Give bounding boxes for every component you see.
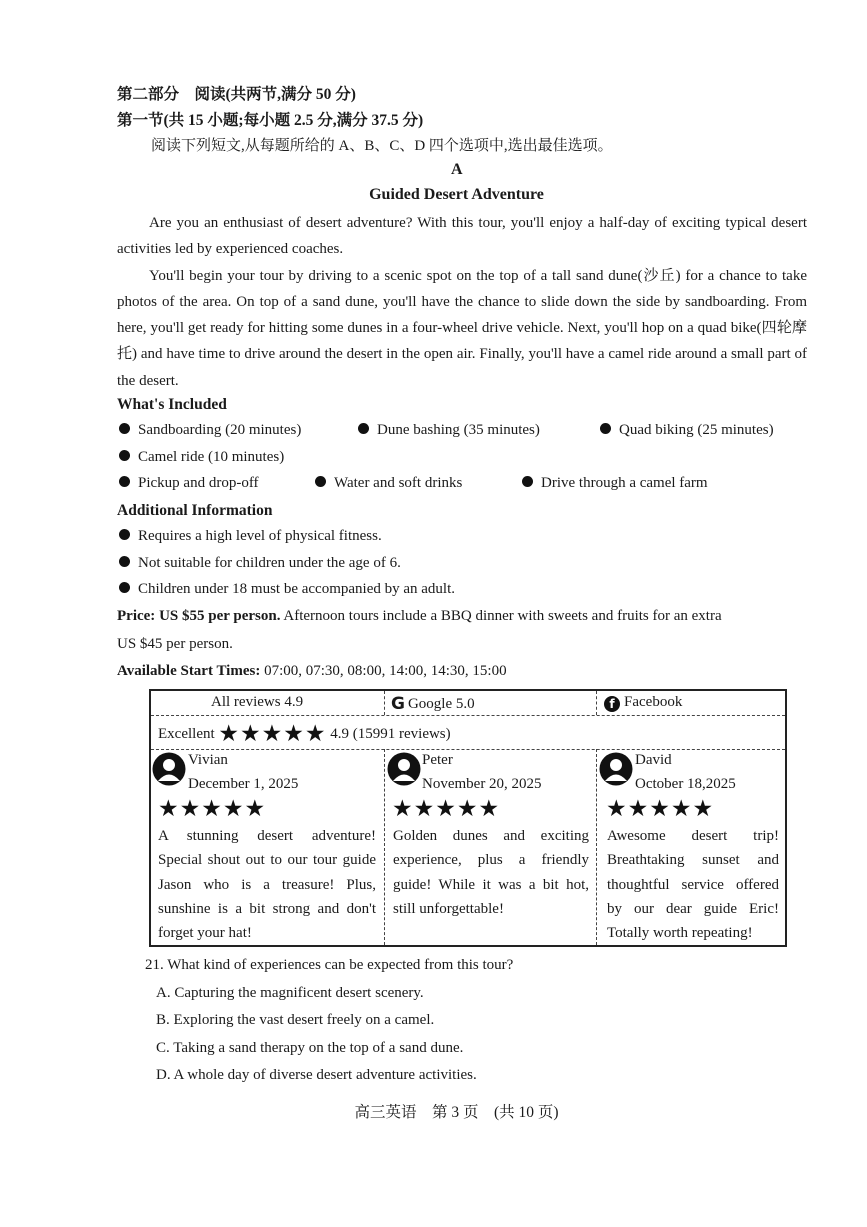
- price-rest: Afternoon tours include a BBQ dinner with sweets and fruits for an extra: [283, 608, 722, 624]
- included-item: Pickup and drop-off: [119, 475, 259, 492]
- reviews-box: [149, 689, 787, 947]
- included-item: Sandboarding (20 minutes): [119, 422, 301, 439]
- included-item: Water and soft drinks: [315, 475, 462, 492]
- included-item: Camel ride (10 minutes): [119, 449, 284, 466]
- start-times-line: [117, 663, 507, 680]
- google-icon: G: [391, 694, 405, 714]
- bullet-icon: [119, 582, 130, 593]
- passage-letter: A: [451, 161, 463, 178]
- passage-body: [117, 210, 807, 394]
- tab-facebook[interactable]: f Facebook: [604, 694, 682, 712]
- included-heading: What's Included: [117, 396, 227, 413]
- tab-google[interactable]: G Google 5.0: [391, 694, 475, 714]
- instruction: 阅读下列短文,从每题所给的 A、B、C、D 四个选项中,选出最佳选项。: [151, 138, 613, 154]
- included-row-1: [117, 422, 817, 446]
- additional-heading: Additional Information: [117, 502, 273, 519]
- start-times-label: Available Start Times:: [117, 663, 261, 679]
- review-text: Golden dunes and exciting experience, plus a friendly guide! While it was a bit hot, still unforgettable!: [393, 828, 589, 917]
- review-text: Awesome desert trip! Breathtaking sunset and thoughtful service offered by our dear guide Eric! Totally worth repeating!: [607, 828, 779, 942]
- start-times-value: 07:00, 07:30, 08:00, 14:00, 14:30, 15:00: [264, 663, 507, 679]
- included-row-2: [117, 449, 817, 473]
- bullet-icon: [119, 450, 130, 461]
- bullet-icon: [522, 476, 533, 487]
- included-row-3: [117, 475, 817, 499]
- review-stars: ★★★★★: [158, 796, 267, 822]
- bullet-icon: [119, 423, 130, 434]
- bullet-icon: [119, 529, 130, 540]
- avatar-icon: [152, 752, 186, 786]
- option-c[interactable]: C. Taking a sand therapy on the top of a sand dune.: [156, 1040, 464, 1056]
- price-label: Price:: [117, 608, 156, 624]
- overall-rating: [158, 723, 451, 745]
- part-heading: 第二部分 阅读(共两节,满分 50 分): [117, 86, 356, 103]
- bullet-icon: [119, 556, 130, 567]
- rating-count: (15991 reviews): [352, 726, 451, 742]
- bullet-icon: [600, 423, 611, 434]
- price-value: US $55 per person.: [159, 608, 281, 624]
- review-stars: ★★★★★: [392, 796, 501, 822]
- review-date: December 1, 2025: [188, 776, 299, 792]
- bullet-icon: [315, 476, 326, 487]
- additional-item-3: Children under 18 must be accompanied by an adult.: [117, 581, 817, 605]
- review-date: October 18,2025: [635, 776, 736, 792]
- price-line-2: US $45 per person.: [117, 636, 233, 652]
- paragraph-2: You'll begin your tour by driving to a scenic spot on the top of a tall sand dune(沙丘) for a chance to take photos of the area. On top of a sand dune, you'll have the chance to slide down the side by sandboarding. From here, you'll get ready for hitting some dunes in a four-wheel drive vehicle. Next, you'll hop on a quad bike(四轮摩托) and have time to drive around the desert in the open air. Finally, you'll have a camel ride around a small part of the desert.: [117, 267, 807, 389]
- additional-item-1: Requires a high level of physical fitness.: [117, 528, 817, 552]
- option-a[interactable]: A. Capturing the magnificent desert scenery.: [156, 985, 424, 1001]
- bullet-icon: [119, 476, 130, 487]
- price-line: [117, 608, 722, 625]
- review-text: A stunning desert adventure! Special shout out to our tour guide Jason who is a treasure! Plus, sunshine is a bit strong and don't forget your hat!: [158, 828, 376, 942]
- option-d[interactable]: D. A whole day of diverse desert adventure activities.: [156, 1067, 477, 1083]
- bullet-icon: [358, 423, 369, 434]
- reviewer-name: Peter: [422, 752, 453, 768]
- included-item: Drive through a camel farm: [522, 475, 708, 492]
- page-footer: 高三英语 第 3 页 (共 10 页): [354, 1104, 559, 1121]
- option-b[interactable]: B. Exploring the vast desert freely on a camel.: [156, 1012, 435, 1028]
- reviewer-name: David: [635, 752, 672, 768]
- review-date: November 20, 2025: [422, 776, 542, 792]
- avatar-icon: [387, 752, 421, 786]
- included-item: Dune bashing (35 minutes): [358, 422, 540, 439]
- passage-title: Guided Desert Adventure: [369, 186, 544, 203]
- paragraph-1: Are you an enthusiast of desert adventure? With this tour, you'll enjoy a half-day of exciting typical desert activities led by experienced coaches.: [117, 215, 807, 258]
- included-item: Quad biking (25 minutes): [600, 422, 774, 439]
- rating-value: 4.9: [330, 726, 349, 742]
- reviewer-name: Vivian: [188, 752, 228, 768]
- tab-all-reviews[interactable]: All reviews 4.9: [211, 694, 304, 710]
- section-heading: 第一节(共 15 小题;每小题 2.5 分,满分 37.5 分): [117, 112, 424, 129]
- rating-stars: ★★★★★: [218, 721, 327, 747]
- review-stars: ★★★★★: [606, 796, 715, 822]
- avatar-icon: [599, 752, 633, 786]
- question-stem: 21. What kind of experiences can be expected from this tour?: [145, 957, 514, 973]
- facebook-icon: f: [604, 696, 620, 712]
- additional-item-2: Not suitable for children under the age of 6.: [117, 555, 817, 579]
- rating-label: Excellent: [158, 726, 215, 742]
